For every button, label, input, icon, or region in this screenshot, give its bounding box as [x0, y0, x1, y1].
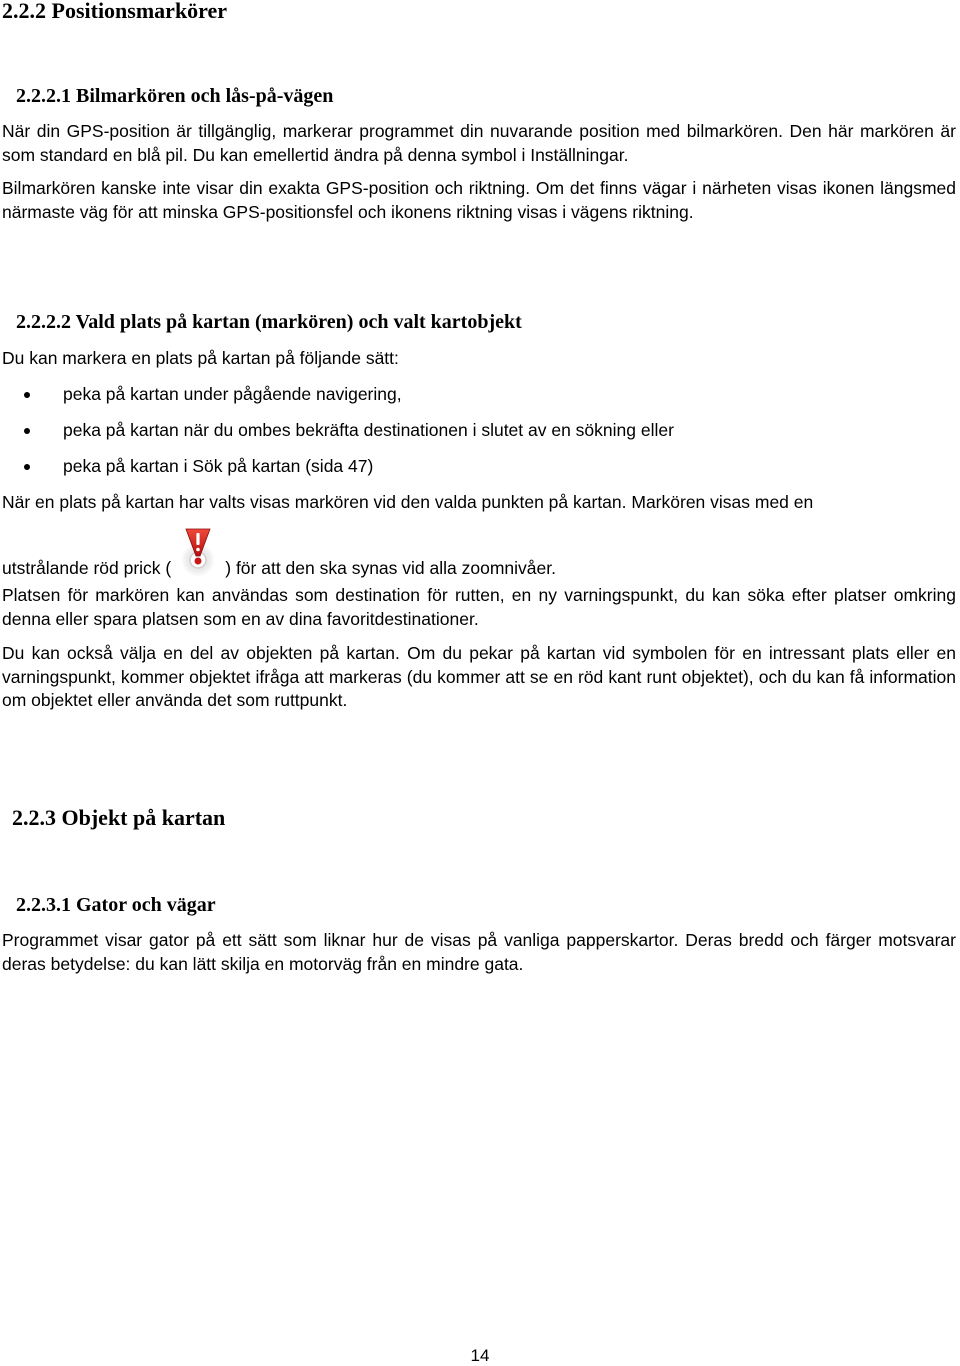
list-item-text: peka på kartan i Sök på kartan (sida 47) [63, 456, 374, 476]
bullet-list [0, 383, 940, 491]
page-number: 14 [470, 1346, 490, 1365]
heading-positionsmarkorer: 2.2.2 Positionsmarkörer [2, 0, 228, 23]
heading-gator-och-vagar: 2.2.3.1 Gator och vägar [16, 894, 216, 916]
paragraph-valja-objekt: Du kan också välja en del av objekten på kartan. Om du pekar på kartan vid symbolen för en intressant plats eller en varningspunkt, kommer objektet ifråga att markeras (du kommer att se en röd kant runt objektet), och du kan få information om objektet eller använda det som ruttpunkt. [2, 643, 956, 710]
rod-prick-text-before: utstrålande röd prick ( [2, 558, 172, 578]
rod-prick-text-after: ) för att den ska synas vid alla zoomnivåer. [225, 558, 556, 578]
paragraph-markera-plats: Du kan markera en plats på kartan på följande sätt: [2, 348, 399, 368]
paragraph-platsen-destination: Platsen för markören kan användas som destination för rutten, en ny varningspunkt, du kan söka efter platser omkring denna eller spara platsen som en av dina favoritdestinationer. [2, 585, 956, 629]
paragraph-gator-vagar: Programmet visar gator på ett sätt som liknar hur de visas på vanliga papperskartor. Deras bredd och färger motsvarar deras betydelse: du kan lätt skilja en motorväg från en mindre gata. [2, 930, 956, 974]
bullet-icon [24, 392, 30, 398]
heading-vald-plats: 2.2.2.2 Vald plats på kartan (markören) och valt kartobjekt [16, 311, 522, 333]
paragraph-rod-prick [2, 550, 956, 581]
heading-objekt-pa-kartan: 2.2.3 Objekt på kartan [12, 805, 226, 830]
list-item [0, 455, 940, 491]
list-item [0, 383, 940, 419]
paragraph-markoren-visas: När en plats på kartan har valts visas markören vid den valda punkten på kartan. Markören visas med en [2, 492, 814, 512]
bullet-icon [24, 428, 30, 434]
red-cursor-marker-icon [171, 550, 225, 580]
list-item [0, 419, 940, 455]
paragraph-gps-position: När din GPS-position är tillgänglig, markerar programmet din nuvarande position med bilmarkören. Den här markören är som standard en blå pil. Du kan emellertid ändra på denna symbol i Inställningar. [2, 121, 956, 165]
list-item-text: peka på kartan när du ombes bekräfta destinationen i slutet av en sökning eller [63, 420, 674, 440]
bullet-icon [24, 464, 30, 470]
heading-bilmarkoren: 2.2.2.1 Bilmarkören och lås-på-vägen [16, 85, 334, 107]
list-item-text: peka på kartan under pågående navigering, [63, 384, 402, 404]
paragraph-bilmarkoren-riktning: Bilmarkören kanske inte visar din exakta GPS-position och riktning. Om det finns vägar i närheten visas ikonen längsmed närmaste väg för att minska GPS-positionsfel och ikonens riktning visas i vägens riktning. [2, 178, 956, 222]
